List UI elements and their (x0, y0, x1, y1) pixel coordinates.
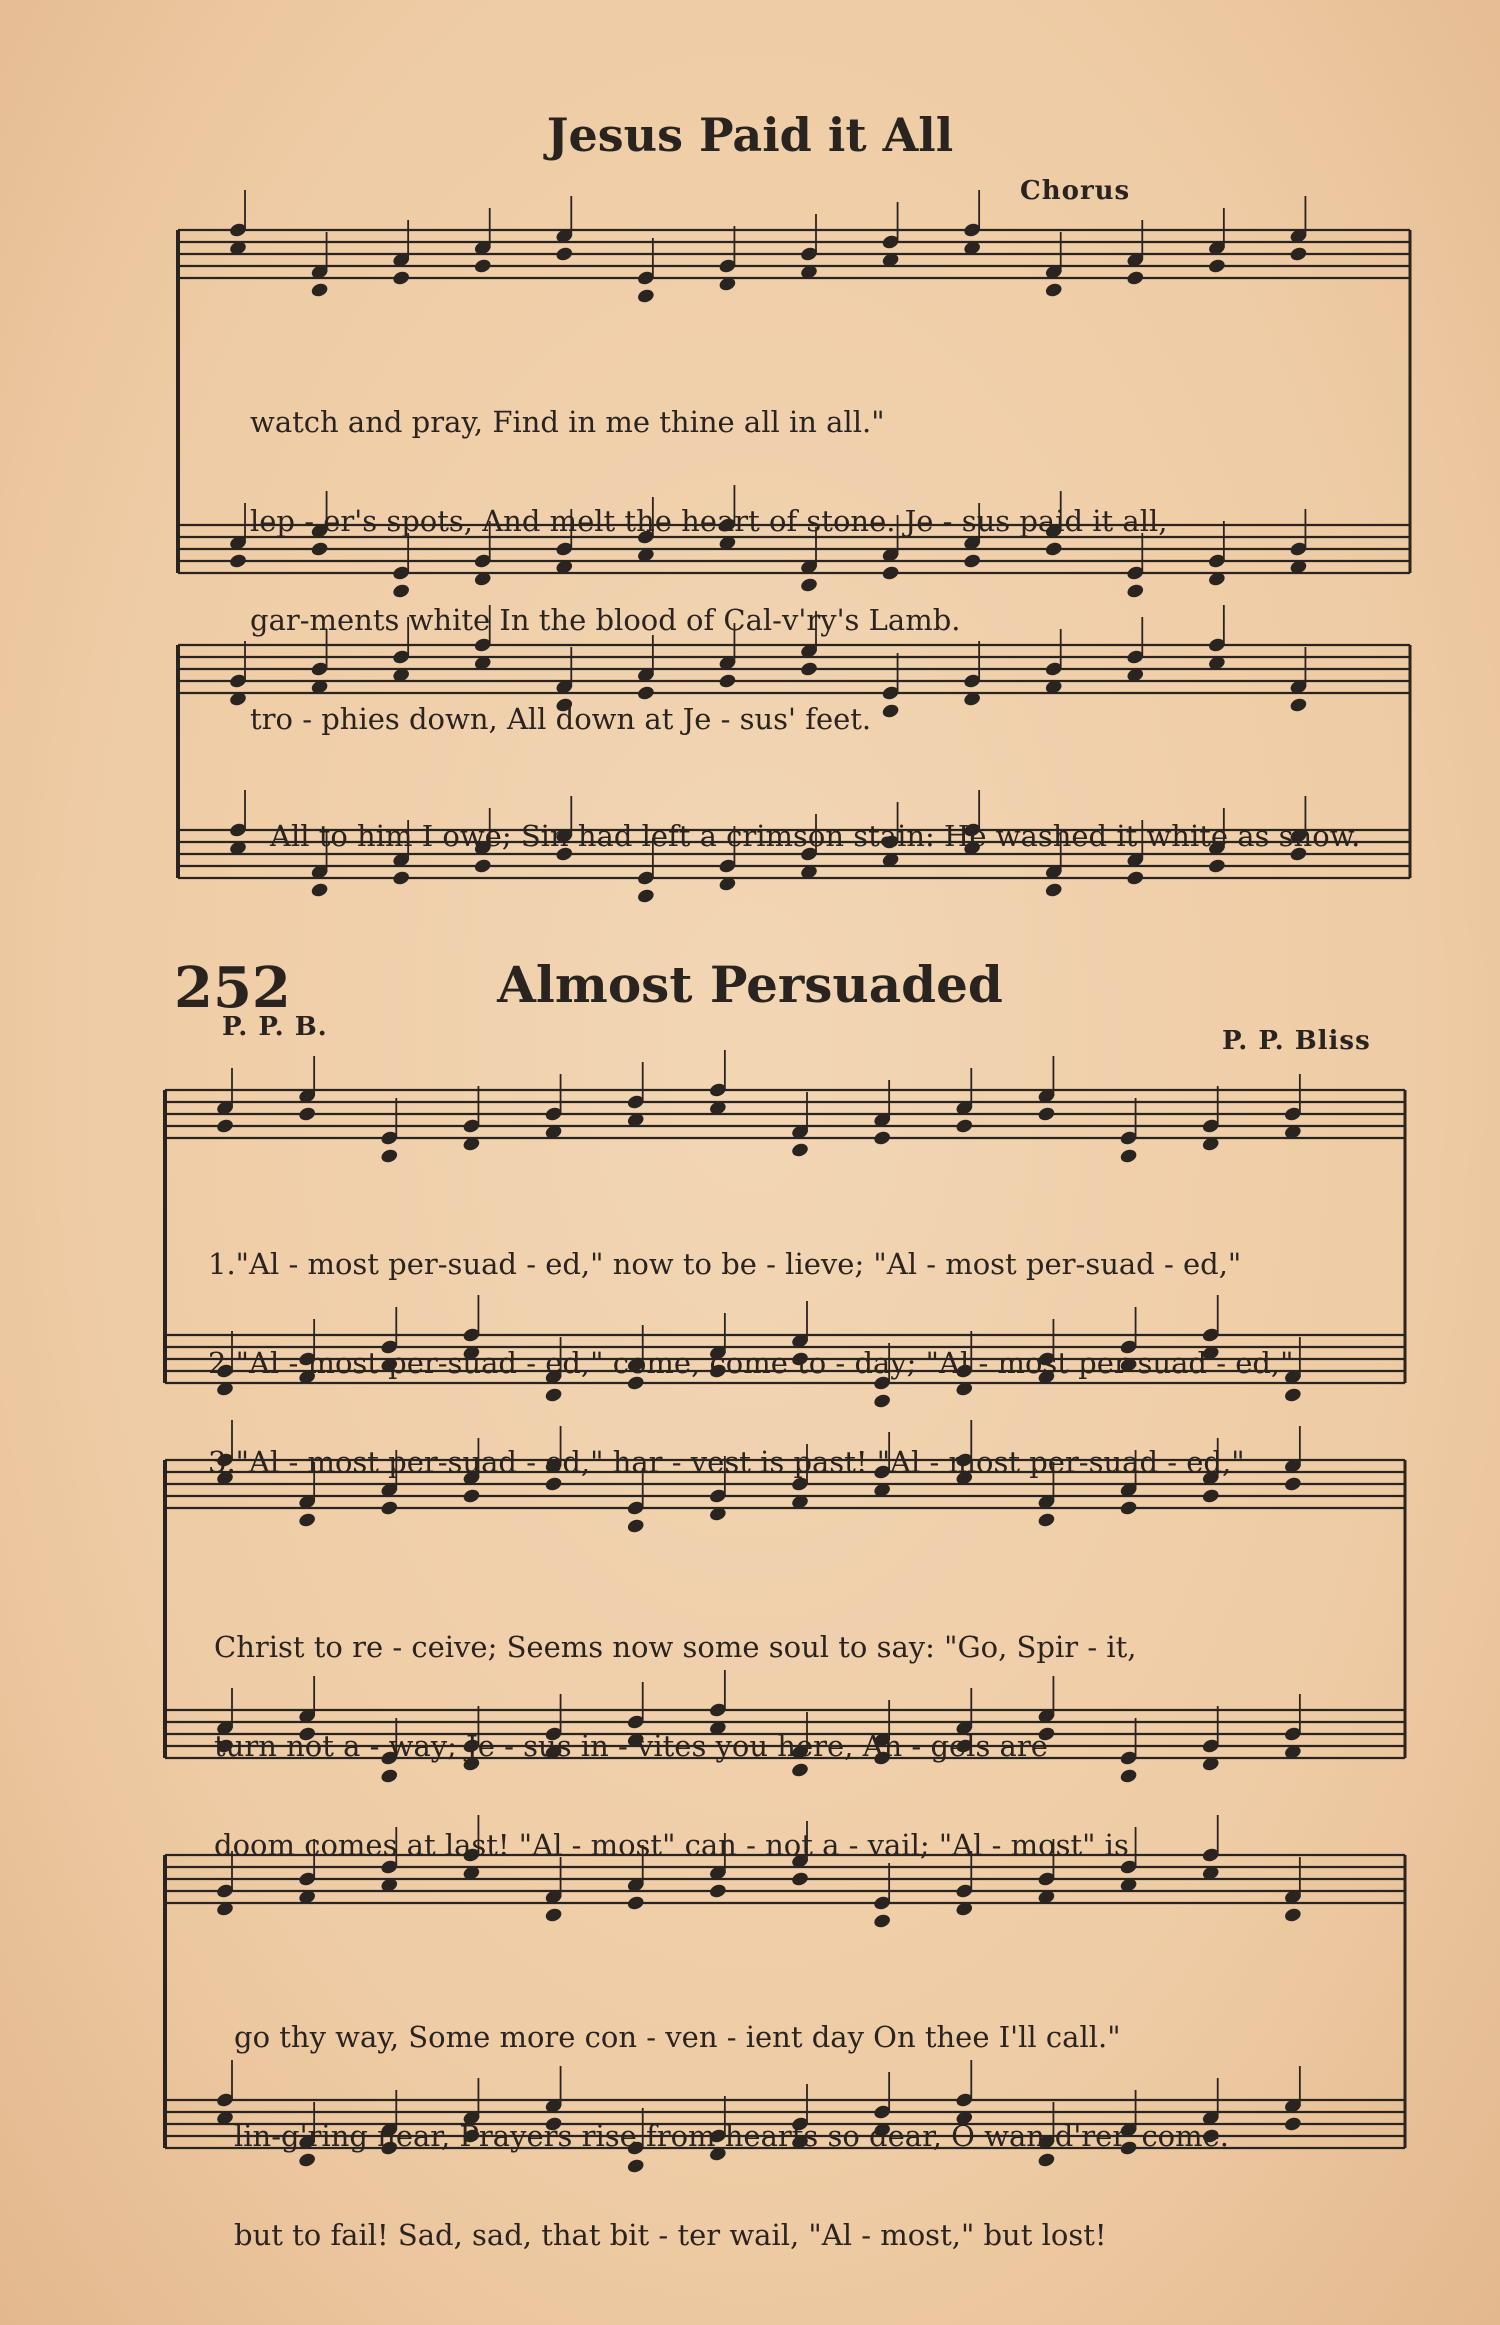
lyric-line: go thy way, Some more con - ven - ient day On thee I'll call." (234, 2020, 1121, 2054)
lyric-line: All to him I owe; Sin had left a crimson stain: He washed it white as snow. (270, 819, 1361, 853)
lyric-line: tro - phies down, All down at Je - sus' feet. (250, 702, 872, 736)
lyric-line: Christ to re - ceive; Seems now some soul to say: "Go, Spir - it, (214, 1630, 1137, 1664)
words-credit: P. P. B. (222, 1012, 328, 1042)
lyric-line: lep - er's spots, And melt the heart of stone. Je - sus paid it all, (250, 504, 1168, 538)
lyric-line: lin-g'ring near, Prayers rise from hearts so dear, O wan-d'rer, come. (234, 2119, 1230, 2153)
lyric-line: watch and pray, Find in me thine all in all." (250, 405, 885, 439)
chorus-label: Chorus (1020, 176, 1131, 206)
lyrics-block-252-1 (208, 1182, 1294, 1545)
hymn-number: 252 (174, 955, 291, 1021)
lyric-line: turn not a - way; Je - sus in - vites you here, An - gels are (214, 1729, 1048, 1763)
lyrics-block-252-2 (214, 1565, 1137, 1928)
lyric-line: 1."Al - most per-suad - ed," now to be - lieve; "Al - most per-suad - ed," (208, 1247, 1242, 1281)
lyric-line: but to fail! Sad, sad, that bit - ter wail, "Al - most," but lost! (234, 2218, 1107, 2252)
lyrics-block-251-1 (250, 340, 1167, 802)
music-credit: P. P. Bliss (1222, 1026, 1371, 1056)
hymn-title-jesus-paid-it-all: Jesus Paid it All (546, 108, 954, 162)
lyrics-block-252-3 (234, 1955, 1229, 2318)
lyric-line: doom comes at last! "Al - most" can - not a - vail; "Al - most" is (214, 1828, 1129, 1862)
hymn-title-almost-persuaded: Almost Persuaded (497, 955, 1003, 1014)
lyrics-block-251-2 (270, 754, 1360, 919)
lyric-line: gar-ments white In the blood of Cal-v'ry's Lamb. (250, 603, 961, 637)
lyric-line: 2."Al - most per-suad - ed," come, come to - day; "Al - most per-suad - ed," (208, 1346, 1294, 1380)
lyric-line: 3."Al - most per-suad - ed," har - vest is past! "Al - most per-suad - ed," (208, 1445, 1245, 1479)
